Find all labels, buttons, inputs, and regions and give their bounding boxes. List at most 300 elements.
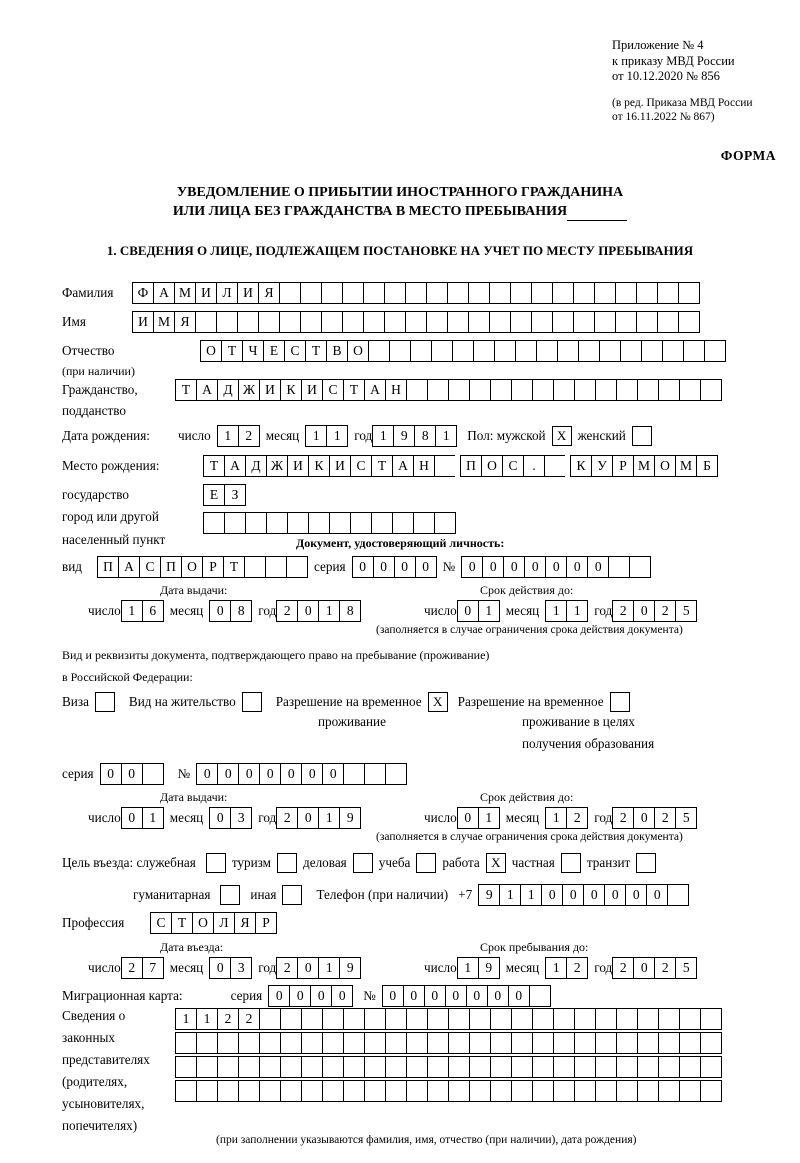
form-cell[interactable]: Р xyxy=(255,912,277,934)
form-cell[interactable]: 0 xyxy=(100,763,122,785)
form-cell[interactable] xyxy=(494,340,516,362)
form-cell[interactable] xyxy=(279,311,301,333)
form-cell[interactable] xyxy=(595,1080,617,1102)
form-cell[interactable] xyxy=(573,282,595,304)
form-cell[interactable] xyxy=(245,512,267,534)
form-cell[interactable]: 1 xyxy=(175,1008,197,1030)
form-cell[interactable] xyxy=(657,311,679,333)
purpose-service-checkbox[interactable] xyxy=(206,853,226,873)
form-cell[interactable] xyxy=(405,311,427,333)
form-cell[interactable]: О xyxy=(200,340,222,362)
form-cell[interactable] xyxy=(364,1080,386,1102)
form-cell[interactable]: 0 xyxy=(382,985,404,1007)
permit-valid-month-input[interactable] xyxy=(545,807,588,829)
form-cell[interactable] xyxy=(427,1056,449,1078)
form-cell[interactable]: 0 xyxy=(508,985,530,1007)
citizenship-input[interactable] xyxy=(175,379,722,401)
form-cell[interactable] xyxy=(343,1080,365,1102)
edu-residence-checkbox[interactable] xyxy=(610,692,630,712)
form-cell[interactable]: 1 xyxy=(372,425,394,447)
form-cell[interactable]: 0 xyxy=(209,600,231,622)
form-cell[interactable]: Ф xyxy=(132,282,154,304)
form-cell[interactable]: 5 xyxy=(675,957,697,979)
form-cell[interactable]: Ж xyxy=(238,379,260,401)
form-cell[interactable]: 0 xyxy=(322,763,344,785)
form-cell[interactable] xyxy=(224,512,246,534)
form-cell[interactable]: 0 xyxy=(633,807,655,829)
form-cell[interactable] xyxy=(238,1032,260,1054)
form-cell[interactable]: 0 xyxy=(301,763,323,785)
form-cell[interactable] xyxy=(279,282,301,304)
form-cell[interactable]: 1 xyxy=(478,600,500,622)
form-cell[interactable] xyxy=(343,1008,365,1030)
form-cell[interactable]: О xyxy=(654,455,676,477)
form-cell[interactable]: 0 xyxy=(403,985,425,1007)
form-cell[interactable]: П xyxy=(160,556,182,578)
birth-year-input[interactable] xyxy=(372,425,457,447)
form-cell[interactable] xyxy=(532,1032,554,1054)
doc-series-input[interactable] xyxy=(352,556,437,578)
form-cell[interactable] xyxy=(217,1080,239,1102)
form-cell[interactable]: 0 xyxy=(394,556,416,578)
form-cell[interactable]: 2 xyxy=(654,807,676,829)
form-cell[interactable] xyxy=(700,379,722,401)
form-cell[interactable]: А xyxy=(224,455,246,477)
form-cell[interactable]: 2 xyxy=(654,600,676,622)
form-cell[interactable] xyxy=(574,1056,596,1078)
form-cell[interactable]: С xyxy=(502,455,524,477)
form-cell[interactable]: К xyxy=(280,379,302,401)
sex-female-checkbox[interactable] xyxy=(632,426,652,446)
form-cell[interactable] xyxy=(553,379,575,401)
form-cell[interactable] xyxy=(469,379,491,401)
form-cell[interactable] xyxy=(616,1008,638,1030)
profession-input[interactable] xyxy=(150,912,277,934)
form-cell[interactable] xyxy=(196,1080,218,1102)
form-cell[interactable]: С xyxy=(284,340,306,362)
form-cell[interactable] xyxy=(490,1056,512,1078)
form-cell[interactable]: М xyxy=(633,455,655,477)
form-cell[interactable] xyxy=(368,340,390,362)
form-cell[interactable]: 0 xyxy=(503,556,525,578)
form-cell[interactable]: 1 xyxy=(545,600,567,622)
form-cell[interactable]: Я xyxy=(234,912,256,934)
form-cell[interactable] xyxy=(406,1056,428,1078)
form-cell[interactable] xyxy=(511,1080,533,1102)
form-cell[interactable]: Т xyxy=(371,455,393,477)
form-cell[interactable] xyxy=(469,1032,491,1054)
form-cell[interactable] xyxy=(553,1080,575,1102)
form-cell[interactable] xyxy=(431,340,453,362)
form-cell[interactable] xyxy=(265,556,287,578)
form-cell[interactable] xyxy=(410,340,432,362)
form-cell[interactable]: 0 xyxy=(121,807,143,829)
form-cell[interactable]: 0 xyxy=(466,985,488,1007)
form-cell[interactable] xyxy=(532,379,554,401)
form-cell[interactable] xyxy=(406,379,428,401)
form-cell[interactable] xyxy=(280,1080,302,1102)
permit-number-input[interactable] xyxy=(196,763,407,785)
form-cell[interactable] xyxy=(658,379,680,401)
form-cell[interactable] xyxy=(657,282,679,304)
form-cell[interactable] xyxy=(536,340,558,362)
doc-issue-year-input[interactable] xyxy=(276,600,361,622)
form-cell[interactable] xyxy=(594,282,616,304)
purpose-study-checkbox[interactable] xyxy=(416,853,436,873)
form-cell[interactable] xyxy=(595,1056,617,1078)
form-cell[interactable] xyxy=(658,1056,680,1078)
form-cell[interactable] xyxy=(608,556,630,578)
form-cell[interactable] xyxy=(452,340,474,362)
form-cell[interactable]: 0 xyxy=(209,807,231,829)
form-cell[interactable]: 0 xyxy=(587,556,609,578)
form-cell[interactable] xyxy=(595,1032,617,1054)
form-cell[interactable]: 8 xyxy=(414,425,436,447)
form-cell[interactable] xyxy=(594,311,616,333)
form-cell[interactable]: 0 xyxy=(310,985,332,1007)
form-cell[interactable]: 0 xyxy=(373,556,395,578)
visa-checkbox[interactable] xyxy=(95,692,115,712)
form-cell[interactable]: 8 xyxy=(230,600,252,622)
form-cell[interactable] xyxy=(175,1056,197,1078)
purpose-private-checkbox[interactable] xyxy=(561,853,581,873)
form-cell[interactable]: Л xyxy=(213,912,235,934)
form-cell[interactable]: 0 xyxy=(445,985,467,1007)
form-cell[interactable] xyxy=(322,1008,344,1030)
form-cell[interactable] xyxy=(385,1008,407,1030)
form-cell[interactable]: 6 xyxy=(142,600,164,622)
form-cell[interactable] xyxy=(384,311,406,333)
form-cell[interactable]: 1 xyxy=(217,425,239,447)
form-cell[interactable] xyxy=(286,556,308,578)
permit-valid-year-input[interactable] xyxy=(612,807,697,829)
birthplace-input-line-3[interactable] xyxy=(203,512,456,534)
form-cell[interactable] xyxy=(700,1032,722,1054)
form-cell[interactable]: 0 xyxy=(297,600,319,622)
form-cell[interactable] xyxy=(616,1056,638,1078)
form-cell[interactable] xyxy=(574,1080,596,1102)
form-cell[interactable] xyxy=(615,282,637,304)
form-cell[interactable]: И xyxy=(132,311,154,333)
form-cell[interactable] xyxy=(469,1008,491,1030)
form-cell[interactable]: 0 xyxy=(625,884,647,906)
form-cell[interactable] xyxy=(385,1056,407,1078)
form-cell[interactable] xyxy=(427,1080,449,1102)
form-cell[interactable]: 2 xyxy=(612,807,634,829)
form-cell[interactable] xyxy=(700,1080,722,1102)
form-cell[interactable] xyxy=(287,512,309,534)
form-cell[interactable] xyxy=(489,311,511,333)
permit-valid-day-input[interactable] xyxy=(457,807,500,829)
form-cell[interactable] xyxy=(531,311,553,333)
form-cell[interactable]: П xyxy=(460,455,482,477)
form-cell[interactable] xyxy=(384,282,406,304)
form-cell[interactable] xyxy=(515,340,537,362)
form-cell[interactable]: 0 xyxy=(633,957,655,979)
form-cell[interactable] xyxy=(322,1080,344,1102)
form-cell[interactable] xyxy=(553,1008,575,1030)
form-cell[interactable] xyxy=(280,1056,302,1078)
form-cell[interactable] xyxy=(578,340,600,362)
form-cell[interactable] xyxy=(392,512,414,534)
doc-valid-year-input[interactable] xyxy=(612,600,697,622)
form-cell[interactable]: 1 xyxy=(520,884,542,906)
form-cell[interactable] xyxy=(679,1080,701,1102)
form-cell[interactable] xyxy=(342,282,364,304)
form-cell[interactable] xyxy=(301,1056,323,1078)
legal-rep-input-line-3[interactable] xyxy=(175,1056,722,1078)
form-cell[interactable] xyxy=(637,1008,659,1030)
form-cell[interactable] xyxy=(321,282,343,304)
temp-residence-checkbox[interactable]: Х xyxy=(428,692,448,712)
form-cell[interactable]: Ж xyxy=(266,455,288,477)
doc-number-input[interactable] xyxy=(461,556,651,578)
legal-rep-input-line-1[interactable] xyxy=(175,1008,722,1030)
form-cell[interactable] xyxy=(389,340,411,362)
entry-year-input[interactable] xyxy=(276,957,361,979)
permit-issue-day-input[interactable] xyxy=(121,807,164,829)
residence-permit-checkbox[interactable] xyxy=(242,692,262,712)
permit-issue-month-input[interactable] xyxy=(209,807,252,829)
form-cell[interactable]: Д xyxy=(245,455,267,477)
form-cell[interactable] xyxy=(658,1032,680,1054)
form-cell[interactable]: О xyxy=(181,556,203,578)
form-cell[interactable] xyxy=(469,1056,491,1078)
form-cell[interactable] xyxy=(704,340,726,362)
form-cell[interactable] xyxy=(511,379,533,401)
form-cell[interactable]: И xyxy=(329,455,351,477)
form-cell[interactable] xyxy=(385,763,407,785)
form-cell[interactable] xyxy=(322,1056,344,1078)
form-cell[interactable]: М xyxy=(174,282,196,304)
form-cell[interactable]: 0 xyxy=(121,763,143,785)
form-cell[interactable] xyxy=(511,1008,533,1030)
form-cell[interactable] xyxy=(469,1080,491,1102)
form-cell[interactable] xyxy=(448,1056,470,1078)
form-cell[interactable]: 0 xyxy=(297,957,319,979)
form-cell[interactable] xyxy=(636,282,658,304)
form-cell[interactable] xyxy=(511,1032,533,1054)
form-cell[interactable]: 2 xyxy=(566,957,588,979)
form-cell[interactable] xyxy=(426,282,448,304)
doc-issue-day-input[interactable] xyxy=(121,600,164,622)
form-cell[interactable] xyxy=(308,512,330,534)
form-cell[interactable] xyxy=(679,379,701,401)
form-cell[interactable] xyxy=(413,512,435,534)
form-cell[interactable]: 0 xyxy=(280,763,302,785)
form-cell[interactable] xyxy=(468,311,490,333)
sex-male-checkbox[interactable]: Х xyxy=(552,426,572,446)
purpose-work-checkbox[interactable]: Х xyxy=(486,853,506,873)
form-cell[interactable] xyxy=(447,282,469,304)
form-cell[interactable]: Т xyxy=(175,379,197,401)
doc-kind-input[interactable] xyxy=(97,556,308,578)
form-cell[interactable] xyxy=(553,1032,575,1054)
form-cell[interactable]: 1 xyxy=(545,807,567,829)
form-cell[interactable]: 1 xyxy=(196,1008,218,1030)
form-cell[interactable]: И xyxy=(301,379,323,401)
form-cell[interactable] xyxy=(637,1080,659,1102)
form-cell[interactable] xyxy=(532,1008,554,1030)
form-cell[interactable] xyxy=(658,1080,680,1102)
form-cell[interactable]: П xyxy=(97,556,119,578)
form-cell[interactable]: Е xyxy=(263,340,285,362)
form-cell[interactable]: С xyxy=(150,912,172,934)
form-cell[interactable] xyxy=(678,311,700,333)
form-cell[interactable]: 0 xyxy=(457,807,479,829)
legal-rep-input-line-2[interactable] xyxy=(175,1032,722,1054)
form-cell[interactable] xyxy=(532,1080,554,1102)
form-cell[interactable]: И xyxy=(259,379,281,401)
form-cell[interactable] xyxy=(343,1056,365,1078)
form-cell[interactable]: В xyxy=(326,340,348,362)
form-cell[interactable]: Н xyxy=(385,379,407,401)
form-cell[interactable] xyxy=(616,1032,638,1054)
legal-rep-input-line-4[interactable] xyxy=(175,1080,722,1102)
form-cell[interactable] xyxy=(301,1032,323,1054)
form-cell[interactable]: О xyxy=(481,455,503,477)
form-cell[interactable] xyxy=(679,1032,701,1054)
form-cell[interactable] xyxy=(473,340,495,362)
form-cell[interactable]: Т xyxy=(305,340,327,362)
form-cell[interactable]: 9 xyxy=(339,807,361,829)
form-cell[interactable] xyxy=(637,379,659,401)
form-cell[interactable] xyxy=(195,311,217,333)
form-cell[interactable] xyxy=(529,985,551,1007)
form-cell[interactable]: Я xyxy=(258,282,280,304)
form-cell[interactable] xyxy=(385,1080,407,1102)
form-cell[interactable]: 0 xyxy=(352,556,374,578)
form-cell[interactable] xyxy=(468,282,490,304)
form-cell[interactable] xyxy=(574,1032,596,1054)
form-cell[interactable] xyxy=(217,1056,239,1078)
form-cell[interactable] xyxy=(448,1008,470,1030)
form-cell[interactable]: 2 xyxy=(276,807,298,829)
form-cell[interactable]: 0 xyxy=(487,985,509,1007)
form-cell[interactable] xyxy=(434,455,456,477)
stay-day-input[interactable] xyxy=(457,957,500,979)
form-cell[interactable] xyxy=(363,282,385,304)
form-cell[interactable] xyxy=(489,282,511,304)
form-cell[interactable]: 0 xyxy=(604,884,626,906)
form-cell[interactable] xyxy=(301,1080,323,1102)
form-cell[interactable]: Е xyxy=(203,484,225,506)
form-cell[interactable] xyxy=(343,763,365,785)
form-cell[interactable]: 0 xyxy=(268,985,290,1007)
form-cell[interactable]: 1 xyxy=(305,425,327,447)
form-cell[interactable] xyxy=(574,379,596,401)
form-cell[interactable] xyxy=(301,1008,323,1030)
form-cell[interactable] xyxy=(342,311,364,333)
form-cell[interactable] xyxy=(266,512,288,534)
form-cell[interactable] xyxy=(244,556,266,578)
form-cell[interactable]: Р xyxy=(612,455,634,477)
form-cell[interactable] xyxy=(532,1056,554,1078)
form-cell[interactable] xyxy=(350,512,372,534)
doc-issue-month-input[interactable] xyxy=(209,600,252,622)
purpose-humanitarian-checkbox[interactable] xyxy=(220,885,240,905)
form-cell[interactable] xyxy=(490,1032,512,1054)
form-cell[interactable] xyxy=(364,1056,386,1078)
form-cell[interactable] xyxy=(447,311,469,333)
form-cell[interactable]: И xyxy=(195,282,217,304)
permit-issue-year-input[interactable] xyxy=(276,807,361,829)
form-cell[interactable]: Т xyxy=(221,340,243,362)
form-cell[interactable]: 1 xyxy=(142,807,164,829)
form-cell[interactable]: 0 xyxy=(583,884,605,906)
form-cell[interactable] xyxy=(216,311,238,333)
form-cell[interactable] xyxy=(175,1032,197,1054)
form-cell[interactable]: 3 xyxy=(230,807,252,829)
form-cell[interactable] xyxy=(321,311,343,333)
form-cell[interactable] xyxy=(641,340,663,362)
form-cell[interactable] xyxy=(510,282,532,304)
form-cell[interactable] xyxy=(679,1056,701,1078)
form-cell[interactable]: 0 xyxy=(633,600,655,622)
form-cell[interactable] xyxy=(637,1032,659,1054)
form-cell[interactable]: И xyxy=(237,282,259,304)
form-cell[interactable]: 0 xyxy=(545,556,567,578)
form-cell[interactable] xyxy=(490,379,512,401)
form-cell[interactable] xyxy=(426,311,448,333)
form-cell[interactable]: 1 xyxy=(326,425,348,447)
form-cell[interactable] xyxy=(615,311,637,333)
form-cell[interactable] xyxy=(573,311,595,333)
form-cell[interactable]: А xyxy=(364,379,386,401)
form-cell[interactable]: С xyxy=(139,556,161,578)
form-cell[interactable]: 0 xyxy=(238,763,260,785)
form-cell[interactable]: 0 xyxy=(541,884,563,906)
form-cell[interactable] xyxy=(406,1080,428,1102)
form-cell[interactable]: Т xyxy=(223,556,245,578)
purpose-business-checkbox[interactable] xyxy=(353,853,373,873)
form-cell[interactable]: 0 xyxy=(562,884,584,906)
form-cell[interactable]: Я xyxy=(174,311,196,333)
form-cell[interactable]: Т xyxy=(203,455,225,477)
form-cell[interactable] xyxy=(629,556,651,578)
form-cell[interactable]: 9 xyxy=(339,957,361,979)
entry-day-input[interactable] xyxy=(121,957,164,979)
form-cell[interactable]: Т xyxy=(171,912,193,934)
form-cell[interactable] xyxy=(616,1080,638,1102)
form-cell[interactable]: 0 xyxy=(196,763,218,785)
migration-series-input[interactable] xyxy=(268,985,353,1007)
form-cell[interactable] xyxy=(553,1056,575,1078)
form-cell[interactable]: А xyxy=(196,379,218,401)
form-cell[interactable] xyxy=(196,1032,218,1054)
form-cell[interactable]: 9 xyxy=(393,425,415,447)
form-cell[interactable]: 1 xyxy=(318,807,340,829)
form-cell[interactable]: 0 xyxy=(297,807,319,829)
form-cell[interactable]: . xyxy=(523,455,545,477)
form-cell[interactable]: 2 xyxy=(238,425,260,447)
form-cell[interactable] xyxy=(636,311,658,333)
form-cell[interactable] xyxy=(280,1032,302,1054)
form-cell[interactable]: Ч xyxy=(242,340,264,362)
form-cell[interactable]: 1 xyxy=(121,600,143,622)
form-cell[interactable]: 1 xyxy=(318,957,340,979)
form-cell[interactable]: А xyxy=(153,282,175,304)
form-cell[interactable]: М xyxy=(153,311,175,333)
form-cell[interactable]: Б xyxy=(696,455,718,477)
form-cell[interactable] xyxy=(637,1056,659,1078)
form-cell[interactable]: 2 xyxy=(238,1008,260,1030)
doc-valid-month-input[interactable] xyxy=(545,600,588,622)
form-cell[interactable] xyxy=(322,1032,344,1054)
form-cell[interactable]: А xyxy=(118,556,140,578)
form-cell[interactable] xyxy=(595,379,617,401)
phone-input[interactable] xyxy=(478,884,689,906)
